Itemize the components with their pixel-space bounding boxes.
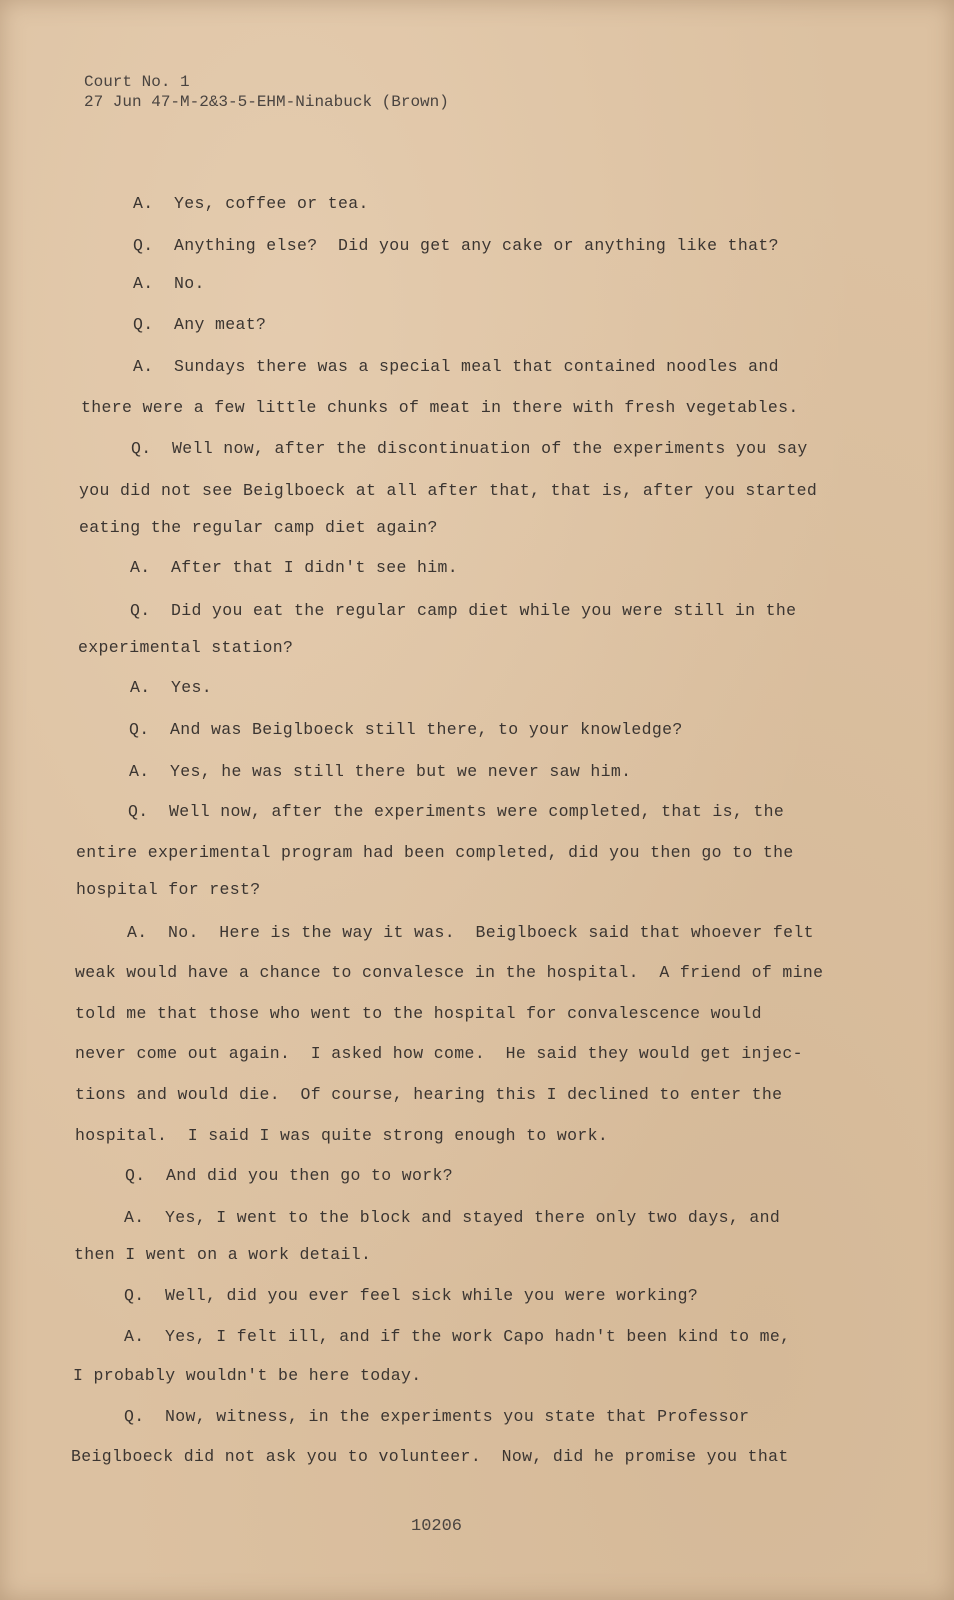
transcript-line: A. Yes. bbox=[130, 678, 213, 697]
transcript-line: eating the regular camp diet again? bbox=[79, 518, 438, 537]
transcript-line: hospital. I said I was quite strong enough to work. bbox=[75, 1126, 609, 1145]
court-label: Court No. 1 bbox=[84, 73, 190, 91]
transcript-line: you did not see Beiglboeck at all after that, that is, after you started bbox=[79, 481, 818, 500]
transcript-line: I probably wouldn't be here today. bbox=[73, 1366, 422, 1385]
transcript-line: entire experimental program had been completed, did you then go to the bbox=[76, 843, 794, 862]
transcript-line: tions and would die. Of course, hearing this I declined to enter the bbox=[75, 1085, 783, 1104]
transcript-line: weak would have a chance to convalesce in the hospital. A friend of mine bbox=[75, 963, 824, 982]
transcript-line: A. Yes, I went to the block and stayed there only two days, and bbox=[124, 1208, 781, 1227]
transcript-line: Q. And was Beiglboeck still there, to your knowledge? bbox=[129, 720, 683, 739]
transcript-line: then I went on a work detail. bbox=[74, 1245, 372, 1264]
transcript-line: Q. Now, witness, in the experiments you state that Professor bbox=[124, 1407, 750, 1426]
transcript-line: A. Yes, coffee or tea. bbox=[133, 194, 369, 213]
transcript-line: never come out again. I asked how come. He said they would get injec- bbox=[75, 1044, 803, 1063]
transcript-line: Q. Well now, after the experiments were completed, that is, the bbox=[128, 802, 785, 821]
transcript-line: A. After that I didn't see him. bbox=[130, 558, 459, 577]
session-label: 27 Jun 47-M-2&3-5-EHM-Ninabuck (Brown) bbox=[84, 93, 449, 111]
transcript-line: Q. Well now, after the discontinuation of the experiments you say bbox=[131, 439, 808, 458]
transcript-line: hospital for rest? bbox=[76, 880, 261, 899]
transcript-line: Q. Did you eat the regular camp diet while you were still in the bbox=[130, 601, 797, 620]
transcript-line: A. Yes, he was still there but we never saw him. bbox=[129, 762, 632, 781]
transcript-line: A. Sundays there was a special meal that contained noodles and bbox=[133, 357, 779, 376]
transcript-line: A. No. Here is the way it was. Beiglboeck said that whoever felt bbox=[127, 923, 814, 942]
transcript-line: experimental station? bbox=[78, 638, 294, 657]
transcript-line: Q. And did you then go to work? bbox=[125, 1166, 454, 1185]
transcript-line: Q. Any meat? bbox=[133, 315, 267, 334]
transcript-line: Q. Anything else? Did you get any cake or anything like that? bbox=[133, 236, 779, 255]
transcript-line: A. No. bbox=[133, 274, 205, 293]
document-header bbox=[84, 72, 449, 112]
transcript-line: A. Yes, I felt ill, and if the work Capo hadn't been kind to me, bbox=[124, 1327, 791, 1346]
transcript-line: told me that those who went to the hospital for convalescence would bbox=[75, 1004, 762, 1023]
transcript-line: Beiglboeck did not ask you to volunteer. Now, did he promise you that bbox=[71, 1447, 789, 1466]
transcript-line: Q. Well, did you ever feel sick while you were working? bbox=[124, 1286, 699, 1305]
transcript-line: there were a few little chunks of meat in there with fresh vegetables. bbox=[81, 398, 799, 417]
page-number: 10206 bbox=[411, 1517, 463, 1536]
